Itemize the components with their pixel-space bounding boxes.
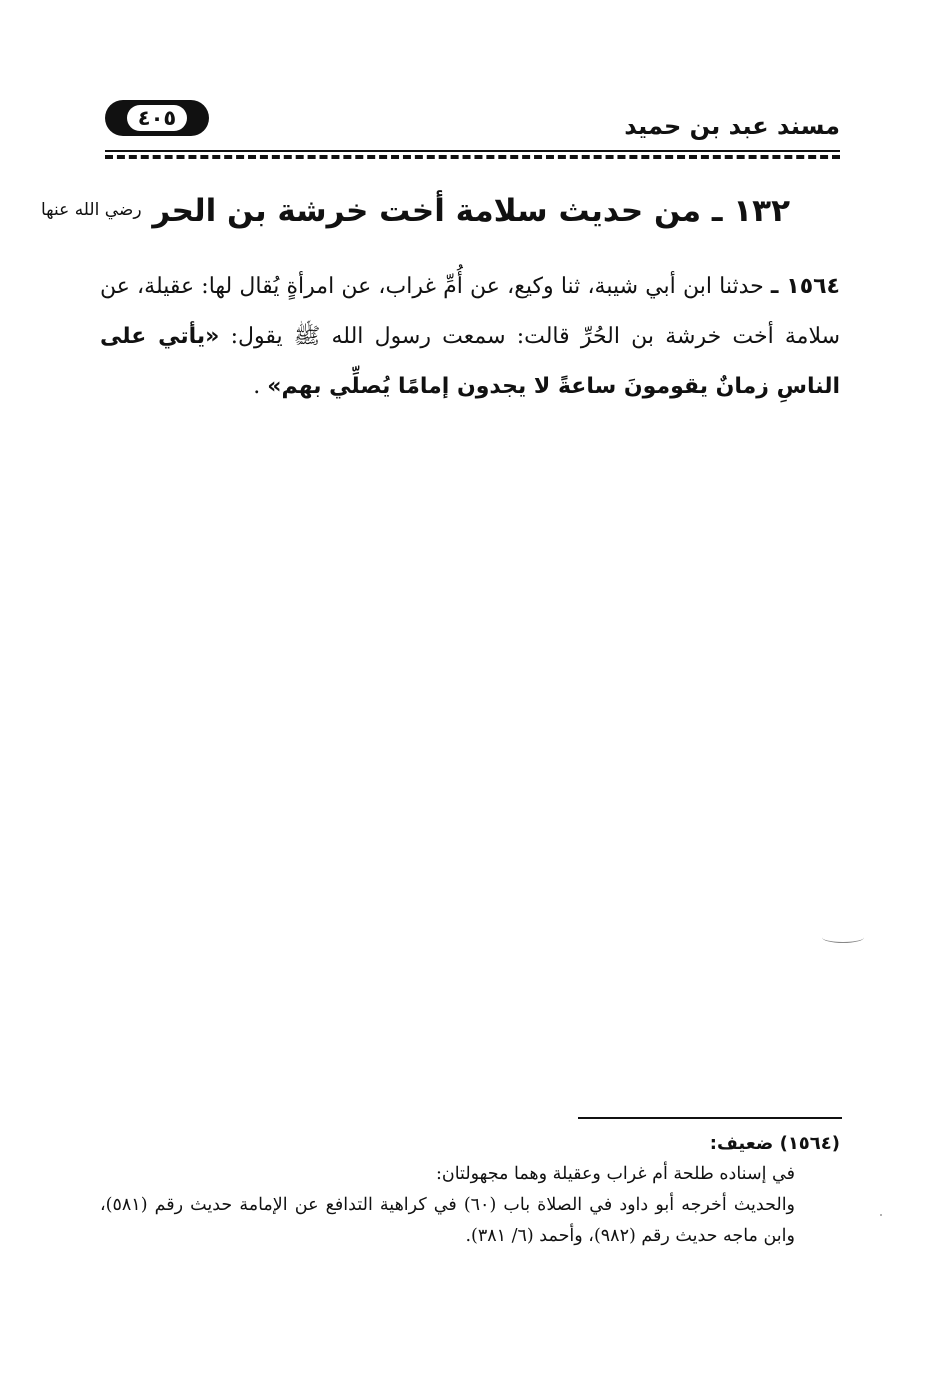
- footnote-separator: [578, 1117, 842, 1119]
- hadith-isnad: حدثنا ابن أبي شيبة، ثنا وكيع، عن أُمِّ غراب، عن امرأةٍ يُقال لها: عقيلة، عن سلامة أخت خرشة بن الحُرِّ قالت: سمعت رسول الله ﷺ يقول:: [100, 274, 840, 349]
- footnotes: [100, 1128, 840, 1252]
- chapter-title-text: ١٣٢ ـ من حديث سلامة أخت خرشة بن الحر: [152, 193, 790, 229]
- page-number-badge: [105, 100, 209, 136]
- scan-mark: [822, 932, 864, 943]
- footnote-heading: (١٥٦٤) ضعيف:: [709, 1133, 840, 1154]
- honorific-glyph: رضي الله عنها: [41, 200, 142, 220]
- chapter-title: [41, 193, 790, 229]
- footnote-line-1: في إسناده طلحة أم غراب وعقيلة وهما مجهولتان:: [435, 1164, 795, 1184]
- footnote-line-2: والحديث أخرجه أبو داود في الصلاة باب (٦٠) في كراهية التدافع عن الإمامة حديث رقم (٥٨١)، وابن ماجه حديث رقم (٩٨٢)، وأحمد (٦/ ٣٨١).: [100, 1195, 796, 1246]
- scan-dot: [880, 1214, 882, 1216]
- hadith-end: .: [253, 374, 261, 399]
- hadith-body: [100, 262, 840, 412]
- page-number: ٤٠٥: [127, 105, 187, 131]
- hadith-matn: «يأتي على الناسِ زمانٌ يقومونَ ساعةً لا يجدون إمامًا يُصلِّي بهم»: [100, 324, 840, 399]
- page-header: [105, 98, 840, 150]
- book-title: مسند عبد بن حميد: [624, 112, 840, 140]
- header-rule: [105, 150, 840, 152]
- hadith-number: ١٥٦٤ ـ: [770, 274, 840, 299]
- header-dashed-rule: [105, 155, 840, 159]
